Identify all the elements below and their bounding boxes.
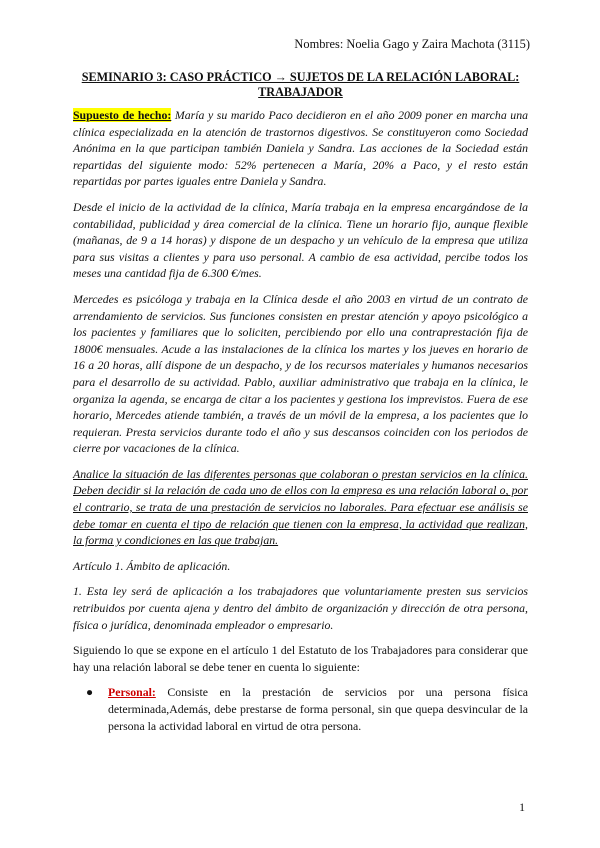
task-paragraph: Analice la situación de las diferentes personas que colaboran o prestan servicios en la clínica. Deben decidir si la relación de cada uno de ellos con la empresa es una relación laboral o, por el contrario, se trata de una prestación de servicios no laborales. Para efectuar ese análisis se debe tomar en cuenta el tipo de relación que tienen con la empresa, la actividad que realizan, la forma y condiciones en las que trabajan. xyxy=(73,466,528,548)
supuesto-text: María y su marido Paco decidieron en el año 2009 poner en marcha una clínica especializada en la atención de trastornos digestivos. Se constituyeron como Sociedad Anónima en la que participan también Daniela y Sandra. Las acciones de la Sociedad están repartidas del siguiente modo: 52% pertenecen a María, 20% a Paco, y el resto están repartidas por partes iguales entre Daniela y Sandra. xyxy=(73,108,528,189)
criteria-list xyxy=(73,684,528,734)
intro-paragraph: Siguiendo lo que se expone en el artículo 1 del Estatuto de los Trabajadores para considerar que hay una relación laboral se debe tener en cuenta lo siguiente: xyxy=(73,643,528,674)
article-text: 1. Esta ley será de aplicación a los trabajadores que voluntariamente presten sus servicios retribuidos por cuenta ajena y dentro del ámbito de organización y dirección de otra persona, física o jurídica, denominada empleador o empresario. xyxy=(73,584,528,632)
title-line-1: SEMINARIO 3: CASO PRÁCTICO → SUJETOS DE LA RELACIÓN LABORAL: xyxy=(81,70,520,84)
title-line-2: TRABAJADOR xyxy=(258,85,343,99)
bullet-icon: ● xyxy=(86,685,94,700)
header-authors: Nombres: Noelia Gago y Zaira Machota (3115) xyxy=(294,37,530,51)
page-number: 1 xyxy=(519,800,525,814)
maria-paragraph: Desde el inicio de la actividad de la clínica, María trabaja en la empresa encargándose de la contabilidad, publicidad y área comercial de la clínica. Tiene un horario fijo, aunque flexible (mañanas, de 9 a 14 horas) y dispone de un despacho y un vehículo de la empresa que utiliza para sus visitas a clientes y para uso personal. A cambio de esa actividad, percibe todos los meses una cantidad fija de 6.300 €/mes. xyxy=(73,199,528,281)
supuesto-paragraph xyxy=(73,107,528,190)
document-title xyxy=(73,70,528,100)
mercedes-paragraph: Mercedes es psicóloga y trabaja en la Clínica desde el año 2003 en virtud de un contrato de arrendamiento de servicios. Sus funciones consisten en prestar atención y apoyo psicológico a los pacientes y familiares que lo soliciten, percibiendo por ello una contraprestación fija de 1800€ mensuales. Acude a las instalaciones de la clínica los martes y los jueves en horario de 16 a 20 horas, allí dispone de un despacho, y de los recursos materiales y humanos necesarios para el desarrollo de su actividad. Pablo, auxiliar administrativo que trabaja en la clínica, le organiza la agenda, se encarga de citar a los pacientes y gestiona los imprevistos. Fuera de ese horario, Mercedes atiende también, a través de un móvil de la empresa, a los pacientes que lo requieran. Presta servicios durante todo el año y sus descansos coinciden con los periodos de cierre por vacaciones de la clínica. xyxy=(73,291,528,456)
bullet-label: Personal: xyxy=(108,685,156,700)
article-heading: Artículo 1. Ámbito de aplicación. xyxy=(73,558,231,573)
bullet-text: Consiste en la prestación de servicios por una persona física determinada,Además, debe prestarse de forma personal, sin que quepa desvincular de la persona la actividad laboral en virtud de otra persona. xyxy=(108,685,528,733)
list-item xyxy=(86,684,528,734)
document-body xyxy=(73,70,528,734)
supuesto-label: Supuesto de hecho: xyxy=(73,108,172,122)
